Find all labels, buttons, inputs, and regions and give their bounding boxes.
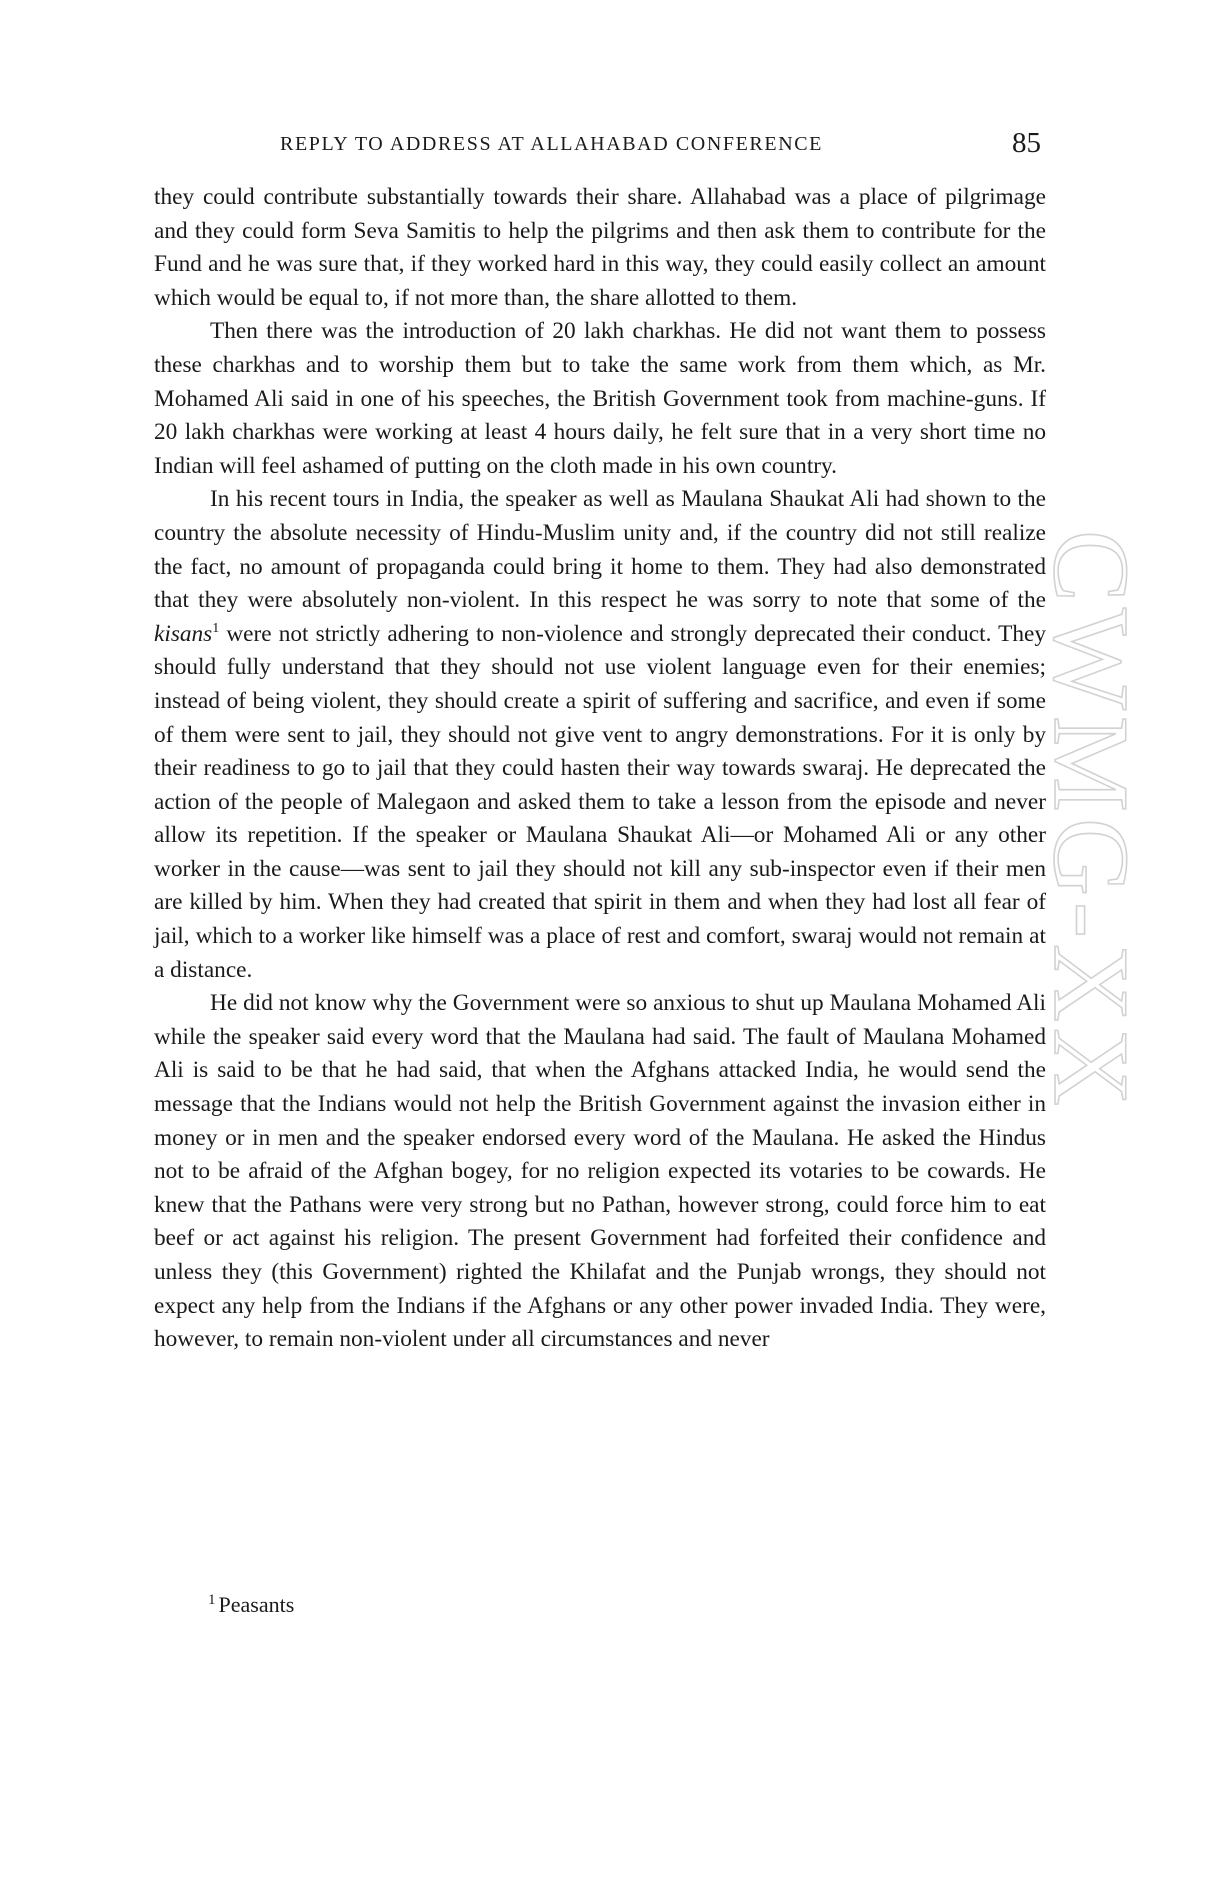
watermark-text: CWMG-XX (1035, 530, 1150, 1112)
paragraph-4: He did not know why the Government were so anxious to shut up Maulana Mohamed Ali while the speaker said every word that the Maulana had said. The fault of Maulana Mohamed Ali is said to be that he had said, that when the Afghans attacked India, he would send the message that the Indians would not help the British Government against the invasion either in money or in men and the speaker endorsed every word of the Maulana. He asked the Hindus not to be afraid of the Afghan bogey, for no religion expected its votaries to be cowards. He knew that the Pathans were very strong but no Pathan, however strong, could force him to eat beef or act against his religion. The present Government had forfeited their confidence and unless they (this Government) righted the Khilafat and the Punjab wrongs, they should not expect any help from the Indians if the Afghans or any other power invaded India. They were, however, to remain non-violent under all circumstances and never (154, 990, 1046, 1353)
paragraph-3 (154, 483, 1046, 987)
footnote (208, 1592, 294, 1618)
page-number: 85 (1012, 127, 1041, 159)
paragraph-3-part-1: In his recent tours in India, the speaker as well as Maulana Shaukat Ali had shown to the country the absolute necessity of Hindu-Muslim unity and, if the country did not still realize the fact, no amount of propaganda could bring it home to them. They had also demonstrated that they were absolutely non-violent. In this respect he was sorry to note that some of the (154, 486, 1046, 614)
watermark (1035, 530, 1155, 1350)
body-text (154, 181, 1046, 1357)
running-head: REPLY TO ADDRESS AT ALLAHABAD CONFERENCE (280, 133, 823, 155)
watermark-graphic (1035, 530, 1155, 1350)
footnote-reference[interactable]: 1 (212, 620, 220, 636)
italic-term-kisans: kisans (154, 620, 213, 647)
paragraph-2: Then there was the introduction of 20 lakh charkhas. He did not want them to possess these charkhas and to worship them but to take the same work from them which, as Mr. Mohamed Ali said in one of his speeches, the British Government took from machine-guns. If 20 lakh charkhas were working at least 4 hours daily, he felt sure that in a very short time no Indian will feel ashamed of putting on the cloth made in his own country. (154, 318, 1046, 479)
footnote-number: 1 (208, 1592, 216, 1608)
paragraph-1: they could contribute substantially towards their share. Allahabad was a place of pilgrimage and they could form Seva Samitis to help the pilgrims and then ask them to contribute for the Fund and he was sure that, if they worked hard in this way, they could easily collect an amount which would be equal to, if not more than, the share allotted to them. (154, 184, 1046, 311)
footnote-text: Peasants (218, 1592, 295, 1617)
paragraph-3-part-2: were not strictly adhering to non-violence and strongly deprecated their conduct. They should fully understand that they should not use violent language even for their enemies; instead of being violent, they should create a spirit of suffering and sacrifice, and even if some of them were sent to jail, they should not give vent to angry demonstrations. For it is only by their readiness to go to jail that they could hasten their way towards swaraj. He deprecated the action of the people of Malegaon and asked them to take a lesson from the episode and never allow its repetition. If the speaker or Maulana Shaukat Ali—or Mohamed Ali or any other worker in the cause—was sent to jail they should not kill any sub-inspector even if their men are killed by him. When they had created that spirit in them and when they had lost all fear of jail, which to a worker like himself was a place of rest and comfort, swaraj would not remain at a distance. (154, 620, 1046, 983)
